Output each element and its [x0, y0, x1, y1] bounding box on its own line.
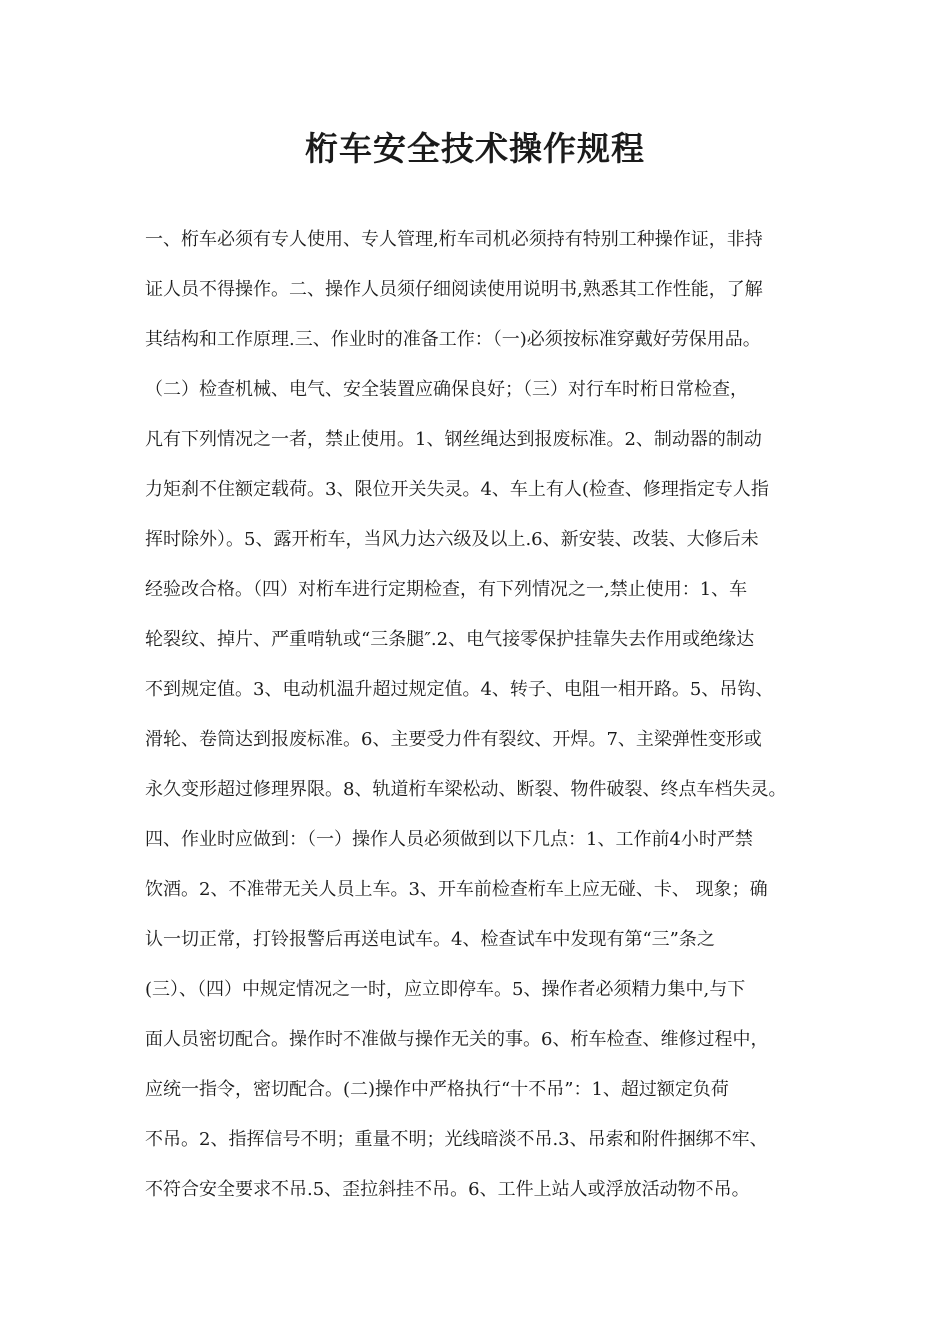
body-line-19: 不吊。2、指挥信号不明；重量不明；光线暗淡不吊.3、吊索和附件捆绑不牢、 — [145, 1129, 768, 1150]
body-line-1: 一、桁车必须有专人使用、专人管理,桁车司机必须持有特别工种操作证，非持 — [145, 229, 763, 250]
document-body — [145, 215, 820, 1215]
body-line-7: 挥时除外）。5、露开桁车，当风力达六级及以上.6、新安装、改装、大修后未 — [145, 529, 759, 550]
body-line-18: 应统一指令，密切配合。(二)操作中严格执行“十不吊”：1、超过额定负荷 — [145, 1079, 729, 1100]
body-line-3: 其结构和工作原理.三、作业时的准备工作：（一)必须按标准穿戴好劳保用品。 — [145, 329, 761, 350]
body-line-20: 不符合安全要求不吊.5、歪拉斜挂不吊。6、工件上站人或浮放活动物不吊。 — [145, 1179, 750, 1200]
body-line-16: (三）、（四）中规定情况之一时，应立即停车。5、操作者必须精力集中,与下 — [145, 979, 746, 1000]
body-line-15: 认一切正常，打铃报警后再送电试车。4、检查试车中发现有第“三”条之 — [145, 929, 715, 950]
body-line-9: 轮裂纹、掉片、严重啃轨或“三条腿″.2、电气接零保护挂靠失去作用或绝缘达 — [145, 629, 755, 650]
body-line-10: 不到规定值。3、电动机温升超过规定值。4、转子、电阻一相开路。5、吊钩、 — [145, 679, 774, 700]
body-line-13: 四、作业时应做到：（一）操作人员必须做到以下几点：1、工作前4小时严禁 — [145, 829, 753, 850]
body-line-6: 力矩刹不住额定载荷。3、限位开关失灵。4、车上有人(检查、修理指定专人指 — [145, 479, 769, 500]
body-line-2: 证人员不得操作。二、操作人员须仔细阅读使用说明书,熟悉其工作性能，了解 — [145, 279, 763, 300]
body-line-5: 凡有下列情况之一者，禁止使用。1、钢丝绳达到报废标准。2、制动器的制动 — [145, 429, 762, 450]
body-line-17: 面人员密切配合。操作时不准做与操作无关的事。6、桁车检查、维修过程中， — [145, 1029, 769, 1050]
body-line-4: （二）检查机械、电气、安全装置应确保良好；（三）对行车时桁日常检查， — [145, 379, 748, 400]
body-line-11: 滑轮、卷筒达到报废标准。6、主要受力件有裂纹、开焊。7、主梁弹性变形或 — [145, 729, 762, 750]
body-line-14: 饮酒。2、不准带无关人员上车。3、开车前检查桁车上应无碰、卡、 现象；确 — [145, 879, 768, 900]
body-line-8: 经验改合格。（四）对桁车进行定期检查，有下列情况之一,禁止使用：1、车 — [145, 579, 748, 600]
document-title: 桁车安全技术操作规程 — [305, 129, 645, 168]
body-line-12: 永久变形超过修理界限。8、轨道桁车梁松动、断裂、物件破裂、终点车档失灵。 — [145, 779, 787, 800]
